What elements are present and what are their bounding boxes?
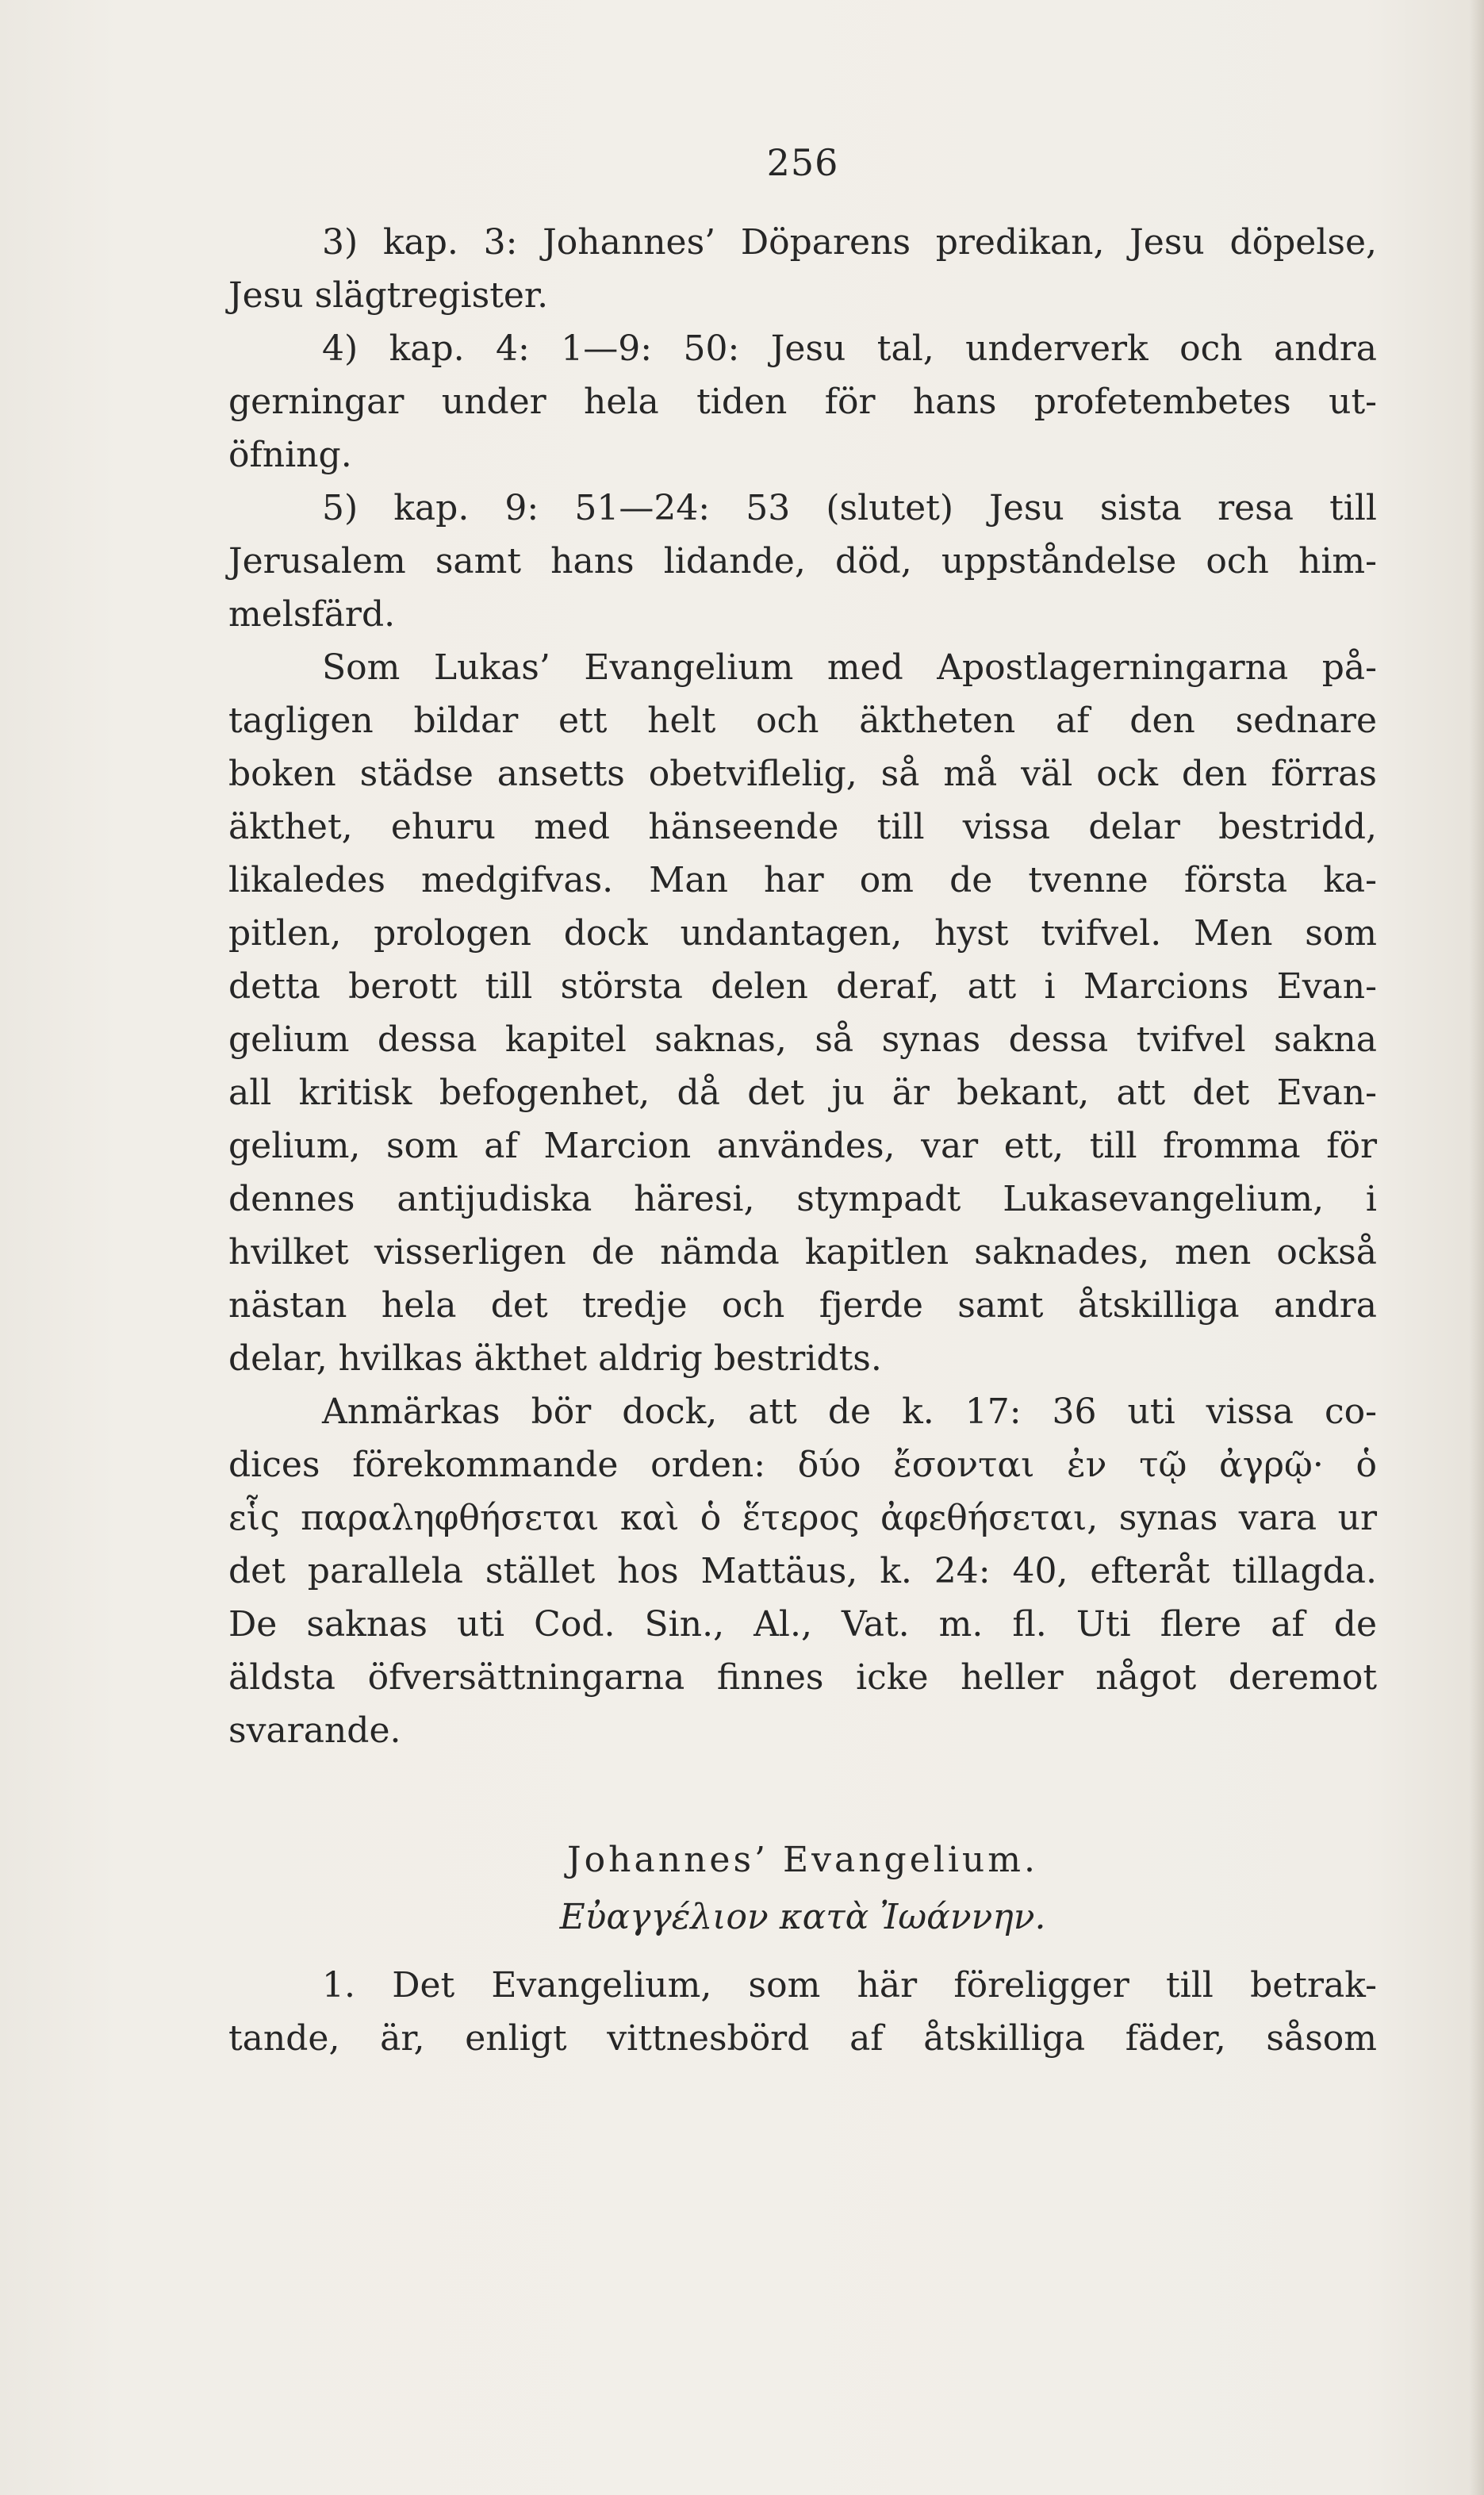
- text-line: delar, hvilkas äkthet aldrig bestridts.: [228, 1338, 882, 1379]
- body-lines: [228, 216, 1377, 2065]
- text-line: tande, är, enligt vittnesbörd af åtskilliga fäder, såsom: [228, 2018, 1377, 2059]
- text-line: pitlen, prologen dock undantagen, hyst tvifvel. Men som: [228, 913, 1377, 954]
- text-line: gelium, som af Marcion användes, var ett, till fromma för: [228, 1126, 1377, 1166]
- text-line: Anmärkas bör dock, att de k. 17: 36 uti vissa co-: [322, 1391, 1377, 1432]
- text-line: boken städse ansetts obetviflelig, så må väl ock den förras: [228, 754, 1377, 794]
- text-line: dices förekommande orden: δύο ἔσονται ἐν τῷ ἀγρῷ· ὁ: [228, 1445, 1377, 1485]
- text-line: svarande.: [228, 1710, 401, 1751]
- text-line: hvilket visserligen de nämda kapitlen saknades, men också: [228, 1232, 1377, 1272]
- text-line: 5) kap. 9: 51—24: 53 (slutet) Jesu sista resa till: [322, 488, 1377, 528]
- section-spacer: [228, 1757, 1377, 1833]
- text-line: 4) kap. 4: 1—9: 50: Jesu tal, underverk och andra: [322, 328, 1377, 369]
- text-line: tagligen bildar ett helt och äktheten af den sednare: [228, 701, 1377, 741]
- text-line: 3) kap. 3: Johannes’ Döparens predikan, Jesu döpelse,: [322, 222, 1377, 263]
- text-line: öfning.: [228, 435, 352, 475]
- text-line: Jesu slägtregister.: [228, 275, 549, 316]
- page-number: 256: [766, 141, 839, 184]
- text-line: 1. Det Evangelium, som här föreligger till betrak-: [322, 1965, 1377, 2006]
- text-line: äkthet, ehuru med hänseende till vissa delar bestridd,: [228, 807, 1377, 847]
- text-line: detta berott till största delen deraf, att i Marcions Evan-: [228, 966, 1377, 1007]
- text-line: gerningar under hela tiden för hans profetembetes ut-: [228, 382, 1377, 422]
- text-line: gelium dessa kapitel saknas, så synas dessa tvifvel sakna: [228, 1019, 1377, 1060]
- text-line: Som Lukas’ Evangelium med Apostlagerningarna på-: [322, 647, 1377, 688]
- text-line: äldsta öfversättningarna finnes icke heller något deremot: [228, 1657, 1377, 1698]
- text-line: dennes antijudiska häresi, stympadt Lukasevangelium, i: [228, 1179, 1377, 1219]
- heading-spacer: [228, 1948, 1377, 1959]
- text-line: De saknas uti Cod. Sin., Al., Vat. m. fl. Uti flere af de: [228, 1604, 1377, 1645]
- section-heading: Johannes’ Evangelium.: [567, 1840, 1038, 1880]
- text-line: melsfärd.: [228, 594, 396, 635]
- section-subheading-greek: Εὐαγγέλιον κατὰ Ἰωάννην.: [559, 1897, 1046, 1937]
- text-line: Jerusalem samt hans lidande, död, uppståndelse och him-: [228, 541, 1377, 582]
- text-line: likaledes medgifvas. Man har om de tvenne första ka-: [228, 860, 1377, 900]
- text-line: all kritisk befogenhet, då det ju är bekant, att det Evan-: [228, 1073, 1377, 1113]
- text-line: εἷς παραληφθήσεται καὶ ὁ ἕτερος ἀφεθήσεται, synas vara ur: [228, 1498, 1377, 1538]
- text-line: nästan hela det tredje och fjerde samt åtskilliga andra: [228, 1285, 1377, 1326]
- text-line: det parallela stället hos Mattäus, k. 24: 40, efteråt tillagda.: [228, 1551, 1377, 1591]
- page-edge-shadow: [1470, 0, 1484, 2495]
